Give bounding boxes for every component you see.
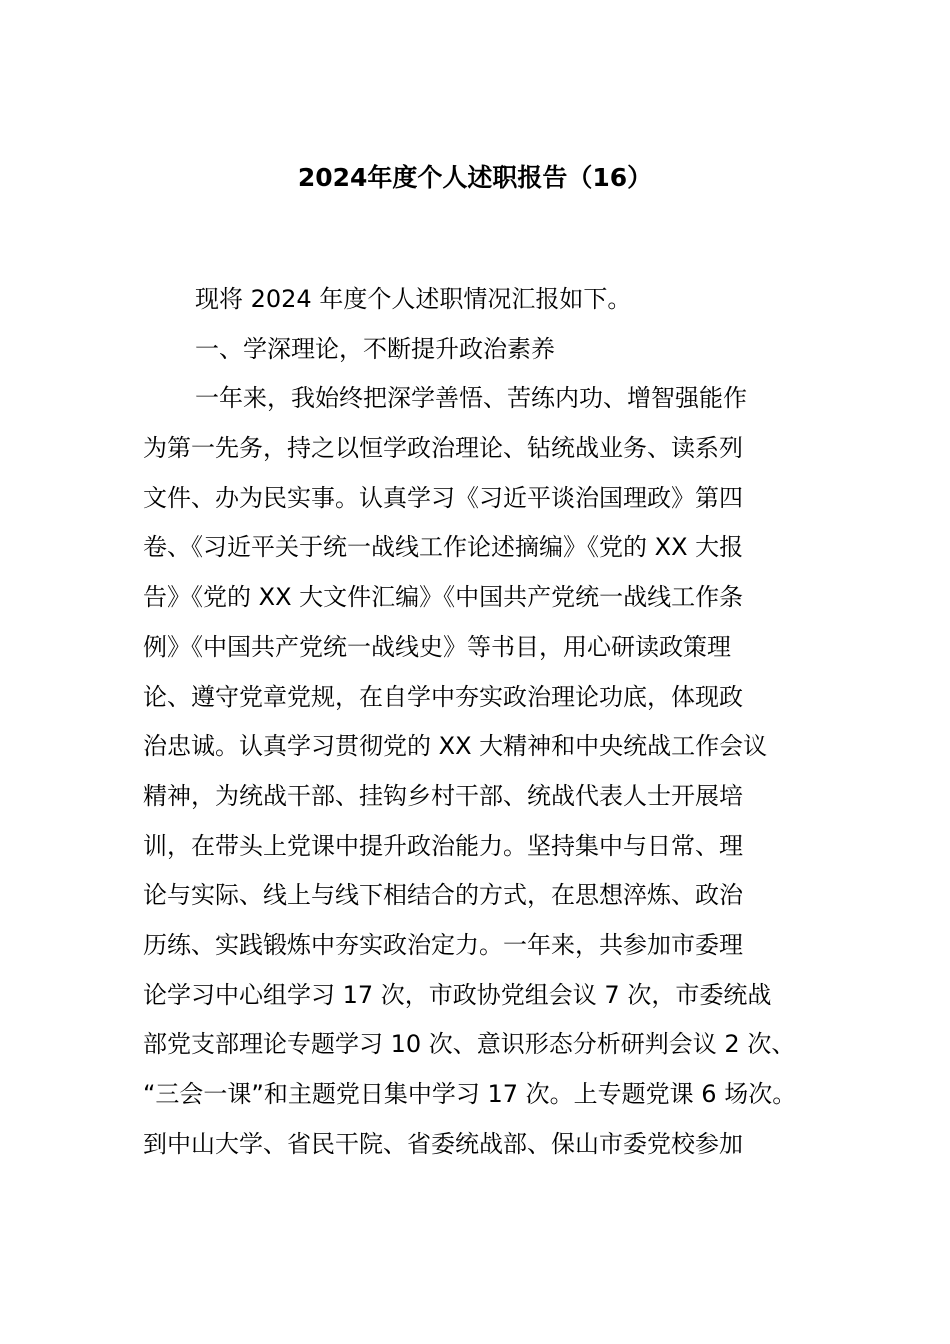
body-line: 文件、办为民实事。认真学习《习近平谈治国理政》第四	[143, 483, 743, 512]
body-line: 历练、实践锻炼中夯实政治定力。一年来，共参加市委理	[143, 930, 743, 959]
body-line: 论、遵守党章党规，在自学中夯实政治理论功底，体现政	[143, 682, 743, 711]
body-line: 训，在带头上党课中提升政治能力。坚持集中与日常、理	[143, 831, 743, 860]
body-line: 治忠诚。认真学习贯彻党的 XX 大精神和中央统战工作会议	[143, 732, 768, 761]
body-line: “三会一课”和主题党日集中学习 17 次。上专题党课 6 场次。	[143, 1080, 797, 1108]
body-line: 部党支部理论专题学习 10 次、意识形态分析研判会议 2 次、	[143, 1030, 796, 1059]
body-line: 论与实际、线上与线下相结合的方式，在思想淬炼、政治	[143, 881, 743, 910]
body-line: 论学习中心组学习 17 次，市政协党组会议 7 次，市委统战	[143, 980, 772, 1009]
body-line: 一年来，我始终把深学善悟、苦练内功、增智强能作	[195, 384, 747, 413]
section-heading: 一、学深理论，不断提升政治素养	[195, 334, 555, 363]
body-line: 为第一先务，持之以恒学政治理论、钻统战业务、读系列	[143, 434, 743, 463]
body-line: 例》《中国共产党统一战线史》等书目，用心研读政策理	[143, 632, 731, 661]
document-title: 2024年度个人述职报告（16）	[297, 163, 653, 192]
body-line: 到中山大学、省民干院、省委统战部、保山市委党校参加	[143, 1129, 743, 1158]
body-line: 精神，为统战干部、挂钩乡村干部、统战代表人士开展培	[143, 781, 743, 810]
body-line: 告》《党的 XX 大文件汇编》《中国共产党统一战线工作条	[143, 583, 744, 612]
body-line: 现将 2024 年度个人述职情况汇报如下。	[195, 285, 632, 313]
document-body	[143, 275, 833, 1169]
body-line: 卷、《习近平关于统一战线工作论述摘编》《党的 XX 大报	[143, 533, 744, 562]
